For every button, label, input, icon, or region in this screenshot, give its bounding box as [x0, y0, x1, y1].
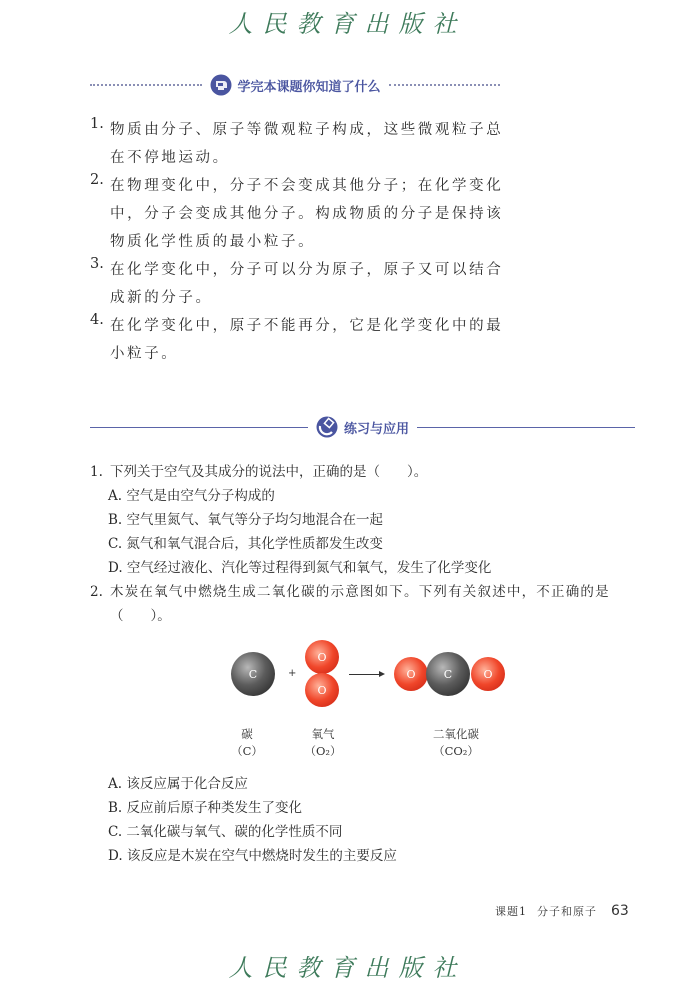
lesson-number: 课题1 [495, 905, 527, 918]
publisher-watermark-bottom: 人民教育出版社 [228, 954, 467, 982]
divider-right [417, 427, 635, 428]
plus-sign: + [288, 668, 297, 679]
dotted-divider-left [90, 84, 202, 86]
option-b: B. 空气里氮气、氧气等分子均匀地混合在一起 [108, 512, 384, 528]
answer-blank: （ ）。 [110, 608, 171, 624]
option-c: C. 氮气和氧气混合后，其化学性质都发生改变 [108, 536, 383, 552]
question-text: 木炭在氧气中燃烧生成二氧化碳的示意图如下。下列有关叙述中，不正确的是 [110, 584, 610, 600]
carbon-atom: C [426, 652, 470, 696]
practice-section-title: 练习与应用 [344, 421, 410, 437]
option-d: D. 空气经过液化、汽化等过程得到氮气和氧气，发生了化学变化 [108, 560, 492, 576]
summary-item: 3. 在化学变化中，分子可以分为原子，原子又可以结合成新的分子。 [90, 256, 504, 306]
label-carbon: 碳 （C） [231, 727, 263, 758]
page-footer [495, 903, 629, 919]
reaction-arrow [349, 674, 383, 675]
option-a: A. 空气是由空气分子构成的 [108, 488, 275, 504]
pencil-check-icon [316, 416, 338, 438]
summary-item: 2. 在物理变化中，分子不会变成其他分子；在化学变化中，分子会变成其他分子。构成物质的分子是保持该物质化学性质的最小粒子。 [90, 172, 504, 250]
dotted-divider-right [389, 84, 501, 86]
oxygen-atom: O [394, 657, 428, 691]
page-number: 63 [611, 903, 629, 919]
carbon-atom: C [231, 652, 275, 696]
summary-list [90, 116, 510, 368]
practice-section-header [90, 416, 635, 438]
summary-item: 1. 物质由分子、原子等微观粒子构成，这些微观粒子总在不停地运动。 [90, 116, 504, 166]
question-text: 下列关于空气及其成分的说法中，正确的是（ ）。 [110, 464, 428, 480]
question-2: 2. 木炭在氧气中燃烧生成二氧化碳的示意图如下。下列有关叙述中，不正确的是 （ ）。 [90, 580, 650, 628]
divider-left [90, 427, 308, 428]
publisher-watermark-top: 人民教育出版社 [228, 10, 467, 38]
label-carbon-dioxide: 二氧化碳 （CO₂） [433, 727, 479, 758]
oxygen-atom: O [305, 673, 339, 707]
option-c: C. 二氧化碳与氧气、碳的化学性质不同 [108, 824, 343, 840]
summary-section-header [90, 74, 500, 96]
question-1: 1. 下列关于空气及其成分的说法中，正确的是（ ）。 A. 空气是由空气分子构成的 B. 空气里氮气、氧气等分子均匀地混合在一起 C. 氮气和氧气混合后，其化学性质都发生改变 D. 空气经过液化、汽化等过程得到氮气和氧气，发生了化学变化 [90, 460, 650, 580]
question-2-options [90, 772, 397, 868]
label-oxygen: 氧气 （O₂） [304, 727, 342, 758]
summary-item: 4. 在化学变化中，原子不能再分，它是化学变化中的最小粒子。 [90, 312, 504, 362]
option-a: A. 该反应属于化合反应 [108, 776, 248, 792]
option-b: B. 反应前后原子种类发生了变化 [108, 800, 303, 816]
reaction-diagram [225, 640, 525, 770]
oxygen-atom: O [471, 657, 505, 691]
option-d: D. 该反应是木炭在空气中燃烧时发生的主要反应 [108, 848, 397, 864]
summary-section-title: 学完本课题你知道了什么 [237, 79, 381, 95]
lesson-title: 分子和原子 [537, 905, 597, 918]
oxygen-atom: O [305, 640, 339, 674]
brain-head-icon [210, 74, 232, 96]
